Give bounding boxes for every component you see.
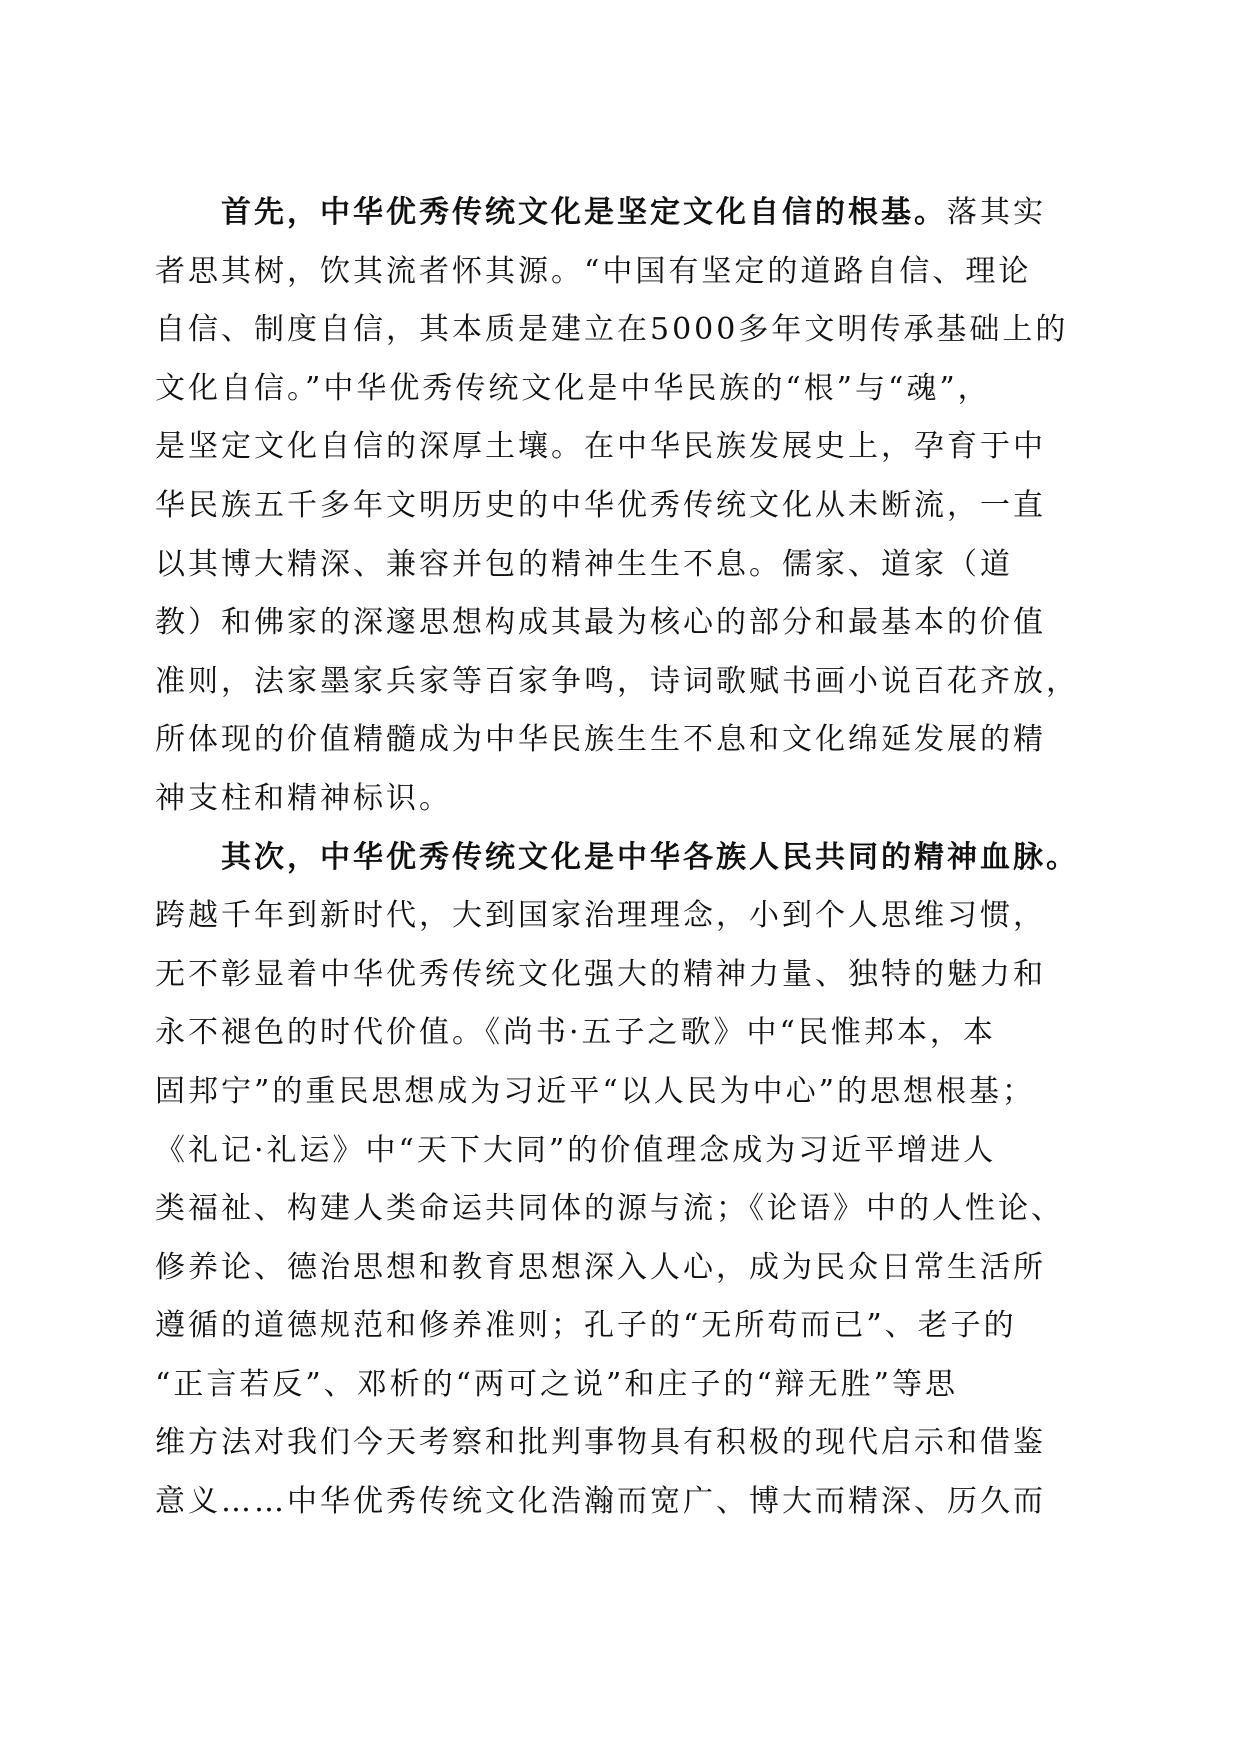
paragraph-1-line: 教）和佛家的深邃思想构成其最为核心的部分和最基本的价值 <box>155 605 1046 641</box>
paragraph-1-line: 文化自信。”中华优秀传统文化是中华民族的“根”与“魂”， <box>155 370 991 406</box>
paragraph-2-line: 修养论、德治思想和教育思想深入人心，成为民众日常生活所 <box>155 1249 1046 1285</box>
paragraph-2-first-line <box>155 829 1079 888</box>
paragraph-1-first-line <box>155 184 1060 243</box>
paragraph-2-line: 《礼记·礼运》中“天下大同”的价值理念成为习近平增进人 <box>155 1132 997 1168</box>
paragraph-2-line: 类福祉、构建人类命运共同体的源与流；《论语》中的人性论、 <box>155 1191 1064 1227</box>
paragraph-1-line: 华民族五千多年文明历史的中华优秀传统文化从未断流，一直 <box>155 487 1046 523</box>
paragraph-2-line: 永不褪色的时代价值。《尚书·五子之歌》中“民惟邦本，本 <box>155 1015 996 1051</box>
paragraph-2-line: 固邦宁”的重民思想成为习近平“以人民为中心”的思想根基； <box>155 1073 1036 1109</box>
paragraph-1-line: 是坚定文化自信的深厚土壤。在中华民族发展史上，孕育于中 <box>155 429 1046 465</box>
paragraph-1-line: 者思其树，饮其流者怀其源。“中国有坚定的道路自信、理论 <box>155 253 1032 289</box>
paragraph-1-line: 准则，法家墨家兵家等百家争鸣，诗词歌赋书画小说百花齐放， <box>155 663 1079 699</box>
paragraph-1-line: 以其博大精深、兼容并包的精神生生不息。儒家、道家（道 <box>155 546 1013 582</box>
document-body <box>155 184 1079 1532</box>
paragraph-1-line: 所体现的价值精髓成为中华民族生生不息和文化绵延发展的精 <box>155 722 1046 758</box>
paragraph-1-line: 自信、制度自信，其本质是建立在5000多年文明传承基础上的 <box>155 312 1069 348</box>
paragraph-2-line: 无不彰显着中华优秀传统文化强大的精神力量、独特的魅力和 <box>155 956 1046 992</box>
paragraph-2-line: 维方法对我们今天考察和批判事物具有积极的现代启示和借鉴 <box>155 1425 1046 1461</box>
paragraph-2-line: “正言若反”、邓析的“两可之说”和庄子的“辩无胜”等思 <box>155 1366 959 1402</box>
paragraph-2-lead: 其次，中华优秀传统文化是中华各族人民共同的精神血脉。 <box>221 839 1079 875</box>
paragraph-1-line: 落其实 <box>947 195 1046 230</box>
paragraph-1-lead: 首先，中华优秀传统文化是坚定文化自信的根基。 <box>221 195 947 230</box>
paragraph-2-line: 跨越千年到新时代，大到国家治理理念，小到个人思维习惯， <box>155 898 1046 934</box>
paragraph-2-line: 意义……中华优秀传统文化浩瀚而宽广、博大而精深、历久而 <box>155 1484 1046 1520</box>
paragraph-2-line: 遵循的道德规范和修养准则；孔子的“无所苟而已”、老子的 <box>155 1308 1017 1344</box>
paragraph-1-line: 神支柱和精神标识。 <box>155 780 452 816</box>
